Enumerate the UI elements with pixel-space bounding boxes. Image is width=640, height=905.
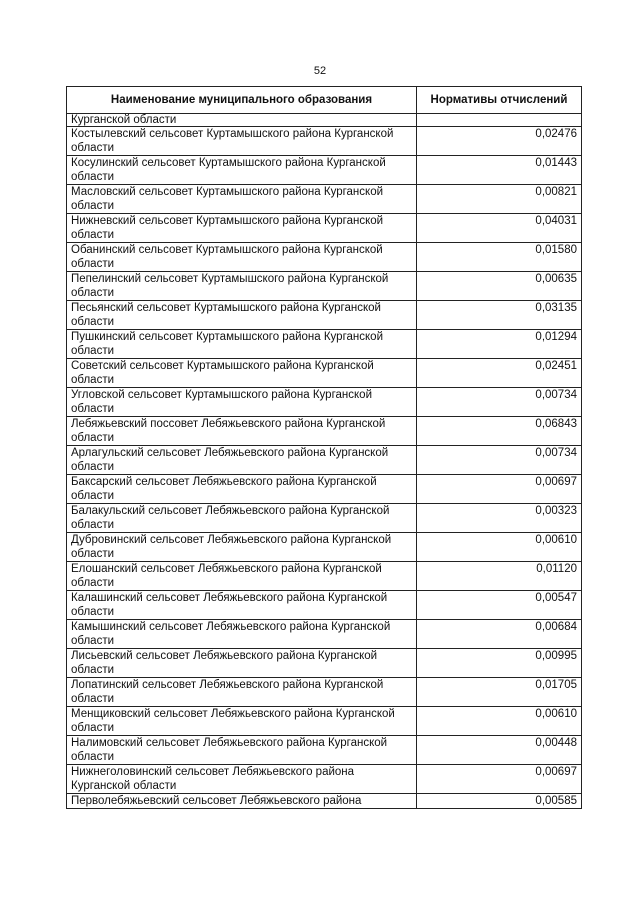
table-row (67, 707, 582, 736)
table-row (67, 214, 582, 243)
table-row (67, 562, 582, 591)
table-row (67, 475, 582, 504)
table-row (67, 388, 582, 417)
table-row (67, 272, 582, 301)
header-municipality: Наименование муниципального образования (67, 87, 417, 114)
municipality-name: Обанинский сельсовет Куртамышского района Курганской области (67, 243, 417, 272)
norm-value: 0,02451 (417, 359, 582, 388)
municipality-name: Баксарский сельсовет Лебяжьевского района Курганской области (67, 475, 417, 504)
table-row (67, 591, 582, 620)
municipality-name: Арлагульский сельсовет Лебяжьевского района Курганской области (67, 446, 417, 475)
table-row (67, 243, 582, 272)
table-row (67, 156, 582, 185)
table-row (67, 185, 582, 214)
municipality-name: Угловской сельсовет Куртамышского района Курганской области (67, 388, 417, 417)
norm-value: 0,04031 (417, 214, 582, 243)
municipality-name: Костылевский сельсовет Куртамышского района Курганской области (67, 127, 417, 156)
norm-value: 0,00635 (417, 272, 582, 301)
municipality-name: Балакульский сельсовет Лебяжьевского района Курганской области (67, 504, 417, 533)
table-row (67, 301, 582, 330)
municipality-name: Лебяжьевский поссовет Лебяжьевского района Курганской области (67, 417, 417, 446)
norm-value: 0,00684 (417, 620, 582, 649)
norm-value: 0,03135 (417, 301, 582, 330)
table-row (67, 417, 582, 446)
municipality-name: Налимовский сельсовет Лебяжьевского района Курганской области (67, 736, 417, 765)
norm-value: 0,00734 (417, 388, 582, 417)
norm-value: 0,00610 (417, 533, 582, 562)
norm-value: 0,00448 (417, 736, 582, 765)
norm-value: 0,01443 (417, 156, 582, 185)
table-row (67, 127, 582, 156)
table-row (67, 649, 582, 678)
norm-value: 0,00547 (417, 591, 582, 620)
municipality-name: Косулинский сельсовет Куртамышского района Курганской области (67, 156, 417, 185)
municipality-name: Курганской области (67, 114, 417, 127)
table-row (67, 114, 582, 127)
table-header-row (67, 87, 582, 114)
norm-value: 0,02476 (417, 127, 582, 156)
municipality-name: Нижнеголовинский сельсовет Лебяжьевского района Курганской области (67, 765, 417, 794)
municipality-name: Дубровинский сельсовет Лебяжьевского района Курганской области (67, 533, 417, 562)
municipality-name: Песьянский сельсовет Куртамышского района Курганской области (67, 301, 417, 330)
table-row (67, 446, 582, 475)
municipality-name: Советский сельсовет Куртамышского района Курганской области (67, 359, 417, 388)
municipality-name: Нижневский сельсовет Куртамышского района Курганской области (67, 214, 417, 243)
municipality-name: Пушкинский сельсовет Куртамышского района Курганской области (67, 330, 417, 359)
municipality-name: Перволебяжьевский сельсовет Лебяжьевского района (67, 794, 417, 809)
municipality-name: Камышинский сельсовет Лебяжьевского района Курганской области (67, 620, 417, 649)
municipality-name: Пепелинский сельсовет Куртамышского района Курганской области (67, 272, 417, 301)
table-row (67, 736, 582, 765)
table-row (67, 794, 582, 809)
norm-value: 0,00821 (417, 185, 582, 214)
page-number: 52 (313, 65, 327, 77)
header-norms: Нормативы отчислений (417, 87, 582, 114)
norm-value: 0,00734 (417, 446, 582, 475)
norm-value: 0,00323 (417, 504, 582, 533)
table-row (67, 765, 582, 794)
table-row (67, 330, 582, 359)
table-row (67, 359, 582, 388)
norm-value (417, 114, 582, 127)
municipality-name: Калашинский сельсовет Лебяжьевского района Курганской области (67, 591, 417, 620)
table-row (67, 678, 582, 707)
norm-value: 0,01294 (417, 330, 582, 359)
norm-value: 0,00697 (417, 765, 582, 794)
norm-value: 0,06843 (417, 417, 582, 446)
norms-table (66, 86, 582, 809)
table-row (67, 504, 582, 533)
municipality-name: Лисьевский сельсовет Лебяжьевского района Курганской области (67, 649, 417, 678)
municipality-name: Лопатинский сельсовет Лебяжьевского района Курганской области (67, 678, 417, 707)
norm-value: 0,00585 (417, 794, 582, 809)
municipality-name: Менщиковский сельсовет Лебяжьевского района Курганской области (67, 707, 417, 736)
norm-value: 0,01580 (417, 243, 582, 272)
norm-value: 0,01120 (417, 562, 582, 591)
municipality-name: Елошанский сельсовет Лебяжьевского района Курганской области (67, 562, 417, 591)
norm-value: 0,00697 (417, 475, 582, 504)
norm-value: 0,00995 (417, 649, 582, 678)
norm-value: 0,01705 (417, 678, 582, 707)
norm-value: 0,00610 (417, 707, 582, 736)
table-row (67, 620, 582, 649)
table-row (67, 533, 582, 562)
municipality-name: Масловский сельсовет Куртамышского района Курганской области (67, 185, 417, 214)
